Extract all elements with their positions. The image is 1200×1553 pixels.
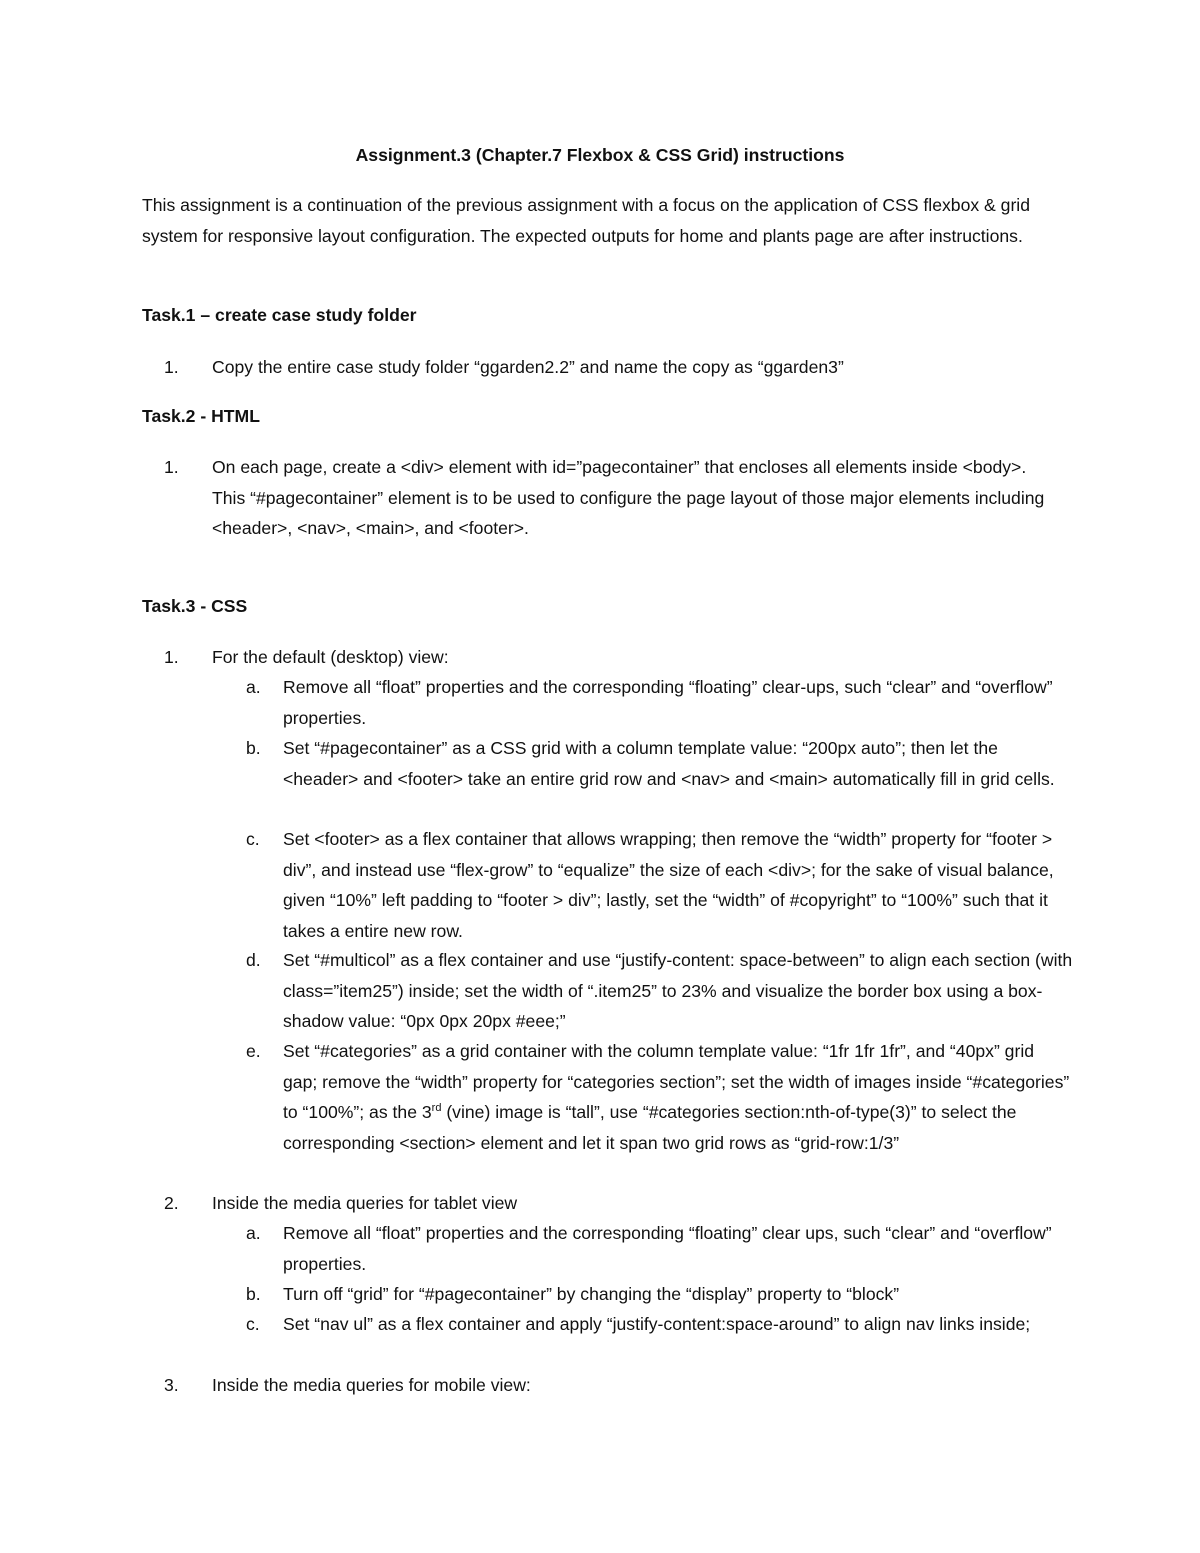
sublist-text: Set “#categories” as a grid container with the column template value: “1fr 1fr 1fr”, and “40px” grid gap; remove the “width” property for “categories section”; set the width of images inside “#categories” to “100%”; as the 3rd (vine) image is “tall”, use “#categories section:nth-of-type(3)” to select the corresponding <section> element and let it span two grid rows as “grid-row:1/3”: [283, 1041, 1070, 1153]
sublist-letter: b.: [246, 738, 261, 758]
superscript: rd: [431, 1102, 442, 1115]
list-number: 1.: [164, 457, 179, 477]
list-text: On each page, create a <div> element with id=”pagecontainer” that encloses all elements inside <body>. This “#pagecontainer” element is to be used to configure the page layout of those major elements including <header>, <nav>, <main>, and <footer>.: [212, 457, 1045, 538]
sublist-text: Remove all “float” properties and the corresponding “floating” clear ups, such “clear” and “overflow” properties.: [283, 1223, 1052, 1274]
sublist-letter: c.: [246, 829, 260, 849]
sublist-letter: a.: [246, 677, 261, 697]
sublist-text: Turn off “grid” for “#pagecontainer” by changing the “display” property to “block”: [283, 1284, 900, 1304]
task2-heading: Task.2 - HTML: [142, 406, 260, 426]
task3-heading: Task.3 - CSS: [142, 596, 248, 616]
sublist-text: Set “nav ul” as a flex container and apply “justify-content:space-around” to align nav links inside;: [283, 1314, 1031, 1334]
document-title: Assignment.3 (Chapter.7 Flexbox & CSS Grid) instructions: [355, 145, 845, 165]
list-text: Inside the media queries for tablet view: [212, 1193, 518, 1213]
list-text: Inside the media queries for mobile view:: [212, 1375, 531, 1395]
sublist-text: Set “#multicol” as a flex container and use “justify-content: space-between” to align each section (with class=”item25”) inside; set the width of “.item25” to 23% and visualize the border box using a box-shadow value: “0px 0px 20px #eee;”: [283, 950, 1073, 1031]
sublist-letter: c.: [246, 1314, 260, 1334]
list-number: 2.: [164, 1193, 179, 1213]
list-number: 1.: [164, 357, 179, 377]
intro-paragraph: This assignment is a continuation of the previous assignment with a focus on the application of CSS flexbox & grid system for responsive layout configuration. The expected outputs for home and plants page are after instructions.: [142, 195, 1030, 246]
sublist-text: Remove all “float” properties and the corresponding “floating” clear-ups, such “clear” and “overflow” properties.: [283, 677, 1053, 728]
task1-heading: Task.1 – create case study folder: [142, 305, 417, 325]
list-number: 3.: [164, 1375, 179, 1395]
sublist-letter: b.: [246, 1284, 261, 1304]
sublist-letter: e.: [246, 1041, 261, 1061]
sublist-letter: d.: [246, 950, 261, 970]
sublist-text: Set <footer> as a flex container that allows wrapping; then remove the “width” property for “footer > div”, and instead use “flex-grow” to “equalize” the size of each <div>; for the sake of visual balance, given “10%” left padding to “footer > div”; lastly, set the “width” of #copyright” to “100%” such that it takes a entire new row.: [283, 829, 1054, 941]
sublist-text: Set “#pagecontainer” as a CSS grid with a column template value: “200px auto”; then let the <header> and <footer> take an entire grid row and <nav> and <main> automatically fill in grid cells.: [283, 738, 1055, 789]
list-number: 1.: [164, 647, 179, 667]
list-text: Copy the entire case study folder “ggarden2.2” and name the copy as “ggarden3”: [212, 357, 844, 377]
list-text: For the default (desktop) view:: [212, 647, 449, 667]
sublist-letter: a.: [246, 1223, 261, 1243]
